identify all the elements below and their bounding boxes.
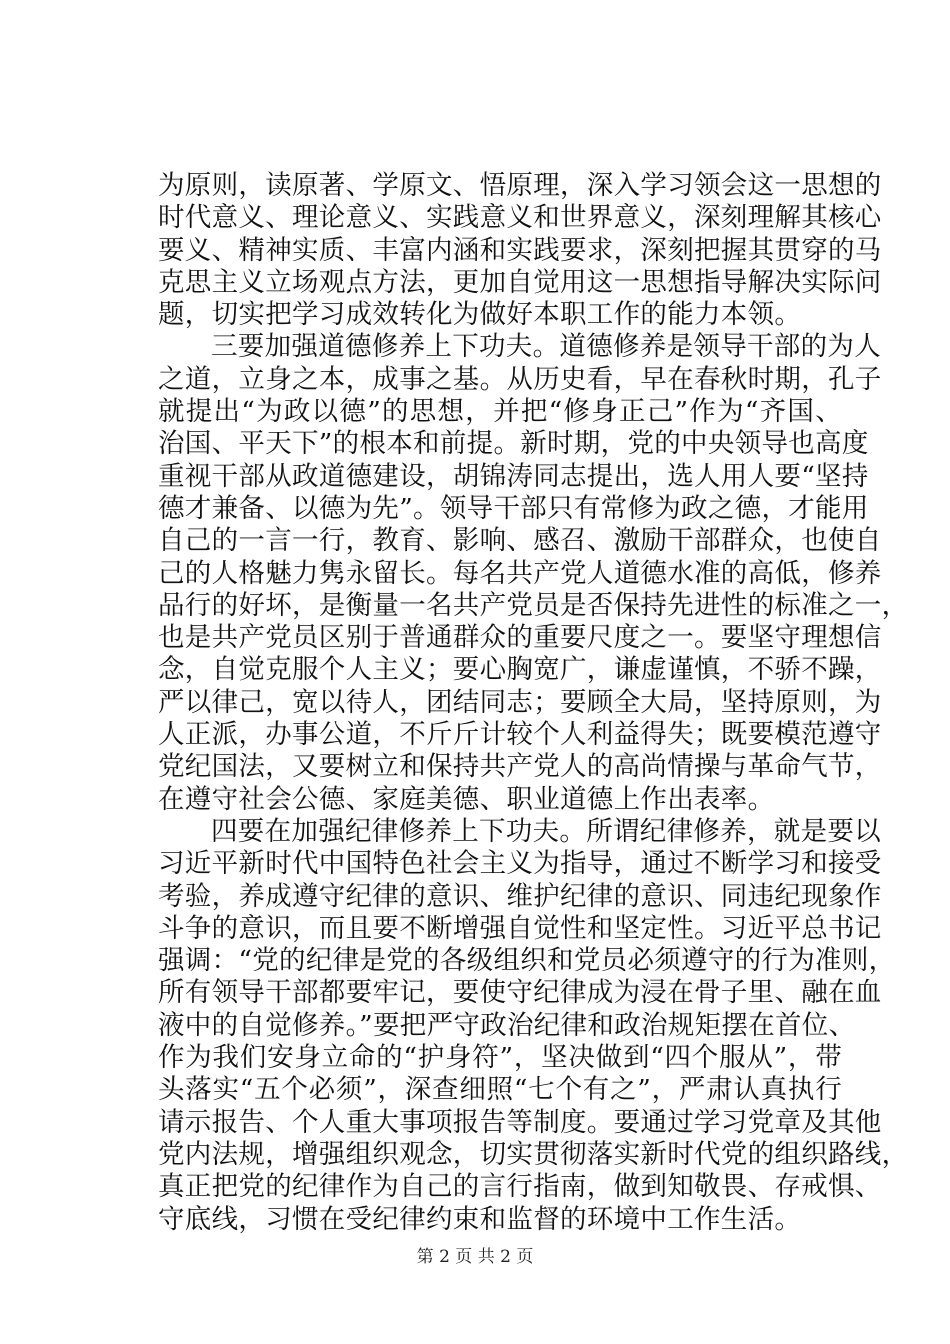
text-line: 克思主义立场观点方法，更加自觉用这一思想指导解决实际问 (158, 266, 882, 298)
text-line: 在遵守社会公德、家庭美德、职业道德上作出表率。 (158, 783, 775, 815)
document-body (158, 170, 909, 1236)
text-line: 之道，立身之本，成事之基。从历史看，早在春秋时期，孔子 (158, 363, 882, 395)
text-line: 液中的自觉修养。”要把严守政治纪律和政治规矩摆在首位、 (158, 1009, 856, 1041)
text-line: 重视干部从政道德建设，胡锦涛同志提出，选人用人要“坚持 (158, 460, 869, 492)
text-line: 党内法规，增强组织观念，切实贯彻落实新时代党的组织路线， (158, 1138, 909, 1170)
text-line: 自己的一言一行，教育、影响、感召、激励干部群众，也使自 (158, 525, 882, 557)
paragraph-discipline-cultivation (158, 815, 909, 1236)
text-line: 四要在加强纪律修养上下功夫。所谓纪律修养，就是要以 (211, 815, 881, 847)
paragraph-study-principles (158, 170, 882, 331)
text-line: 作为我们安身立命的“护身符”，坚决做到“四个服从”，带 (158, 1042, 842, 1074)
text-line: 考验，养成遵守纪律的意识、维护纪律的意识、同违纪现象作 (158, 880, 882, 912)
text-line: 也是共产党员区别于普通群众的重要尺度之一。要坚守理想信 (158, 622, 882, 654)
text-line: 时代意义、理论意义、实践意义和世界意义，深刻理解其核心 (158, 202, 882, 234)
text-line: 请示报告、个人重大事项报告等制度。要通过学习党章及其他 (158, 1106, 882, 1138)
text-line: 念，自觉克服个人主义；要心胸宽广，谦虚谨慎，不骄不躁， (158, 654, 882, 686)
text-line: 人正派，办事公道，不斤斤计较个人利益得失；既要模范遵守 (158, 719, 882, 751)
page-footer (0, 1246, 950, 1268)
text-line: 严以律己，宽以待人，团结同志；要顾全大局，坚持原则，为 (158, 686, 882, 718)
text-line: 就提出“为政以德”的思想，并把“修身正己”作为“齐国、 (158, 396, 842, 428)
text-line: 为原则，读原著、学原文、悟原理，深入学习领会这一思想的 (158, 170, 882, 201)
text-line: 习近平新时代中国特色社会主义为指导，通过不断学习和接受 (158, 848, 882, 880)
text-line: 强调：“党的纪律是党的各级组织和党员必须遵守的行为准则， (158, 945, 896, 977)
text-line: 己的人格魅力隽永留长。每名共产党人道德水准的高低，修养 (158, 557, 882, 589)
text-line: 德才兼备、以德为先”。领导干部只有常修为政之德，才能用 (158, 492, 869, 524)
text-line: 品行的好坏，是衡量一名共产党员是否保持先进性的标准之一， (158, 589, 909, 621)
page-number-label: 第 2 页 共 2 页 (416, 1247, 534, 1267)
text-line: 斗争的意识，而且要不断增强自觉性和坚定性。习近平总书记 (158, 912, 882, 944)
text-line: 所有领导干部都要牢记，要使守纪律成为浸在骨子里、融在血 (158, 977, 882, 1009)
text-line: 真正把党的纪律作为自己的言行指南，做到知敬畏、存戒惧、 (158, 1171, 882, 1203)
text-line: 治国、平天下”的根本和前提。新时期，党的中央领导也高度 (158, 428, 869, 460)
text-line: 守底线，习惯在受纪律约束和监督的环境中工作生活。 (158, 1203, 802, 1235)
text-line: 头落实“五个必须”，深查细照“七个有之”，严肃认真执行 (158, 1074, 842, 1106)
text-line: 三要加强道德修养上下功夫。道德修养是领导干部的为人 (211, 331, 881, 363)
text-line: 要义、精神实质、丰富内涵和实践要求，深刻把握其贯穿的马 (158, 234, 882, 266)
text-line: 党纪国法，又要树立和保持共产党人的高尚情操与革命气节， (158, 751, 882, 783)
text-line: 题，切实把学习成效转化为做好本职工作的能力本领。 (158, 299, 802, 331)
paragraph-moral-cultivation (158, 331, 909, 815)
